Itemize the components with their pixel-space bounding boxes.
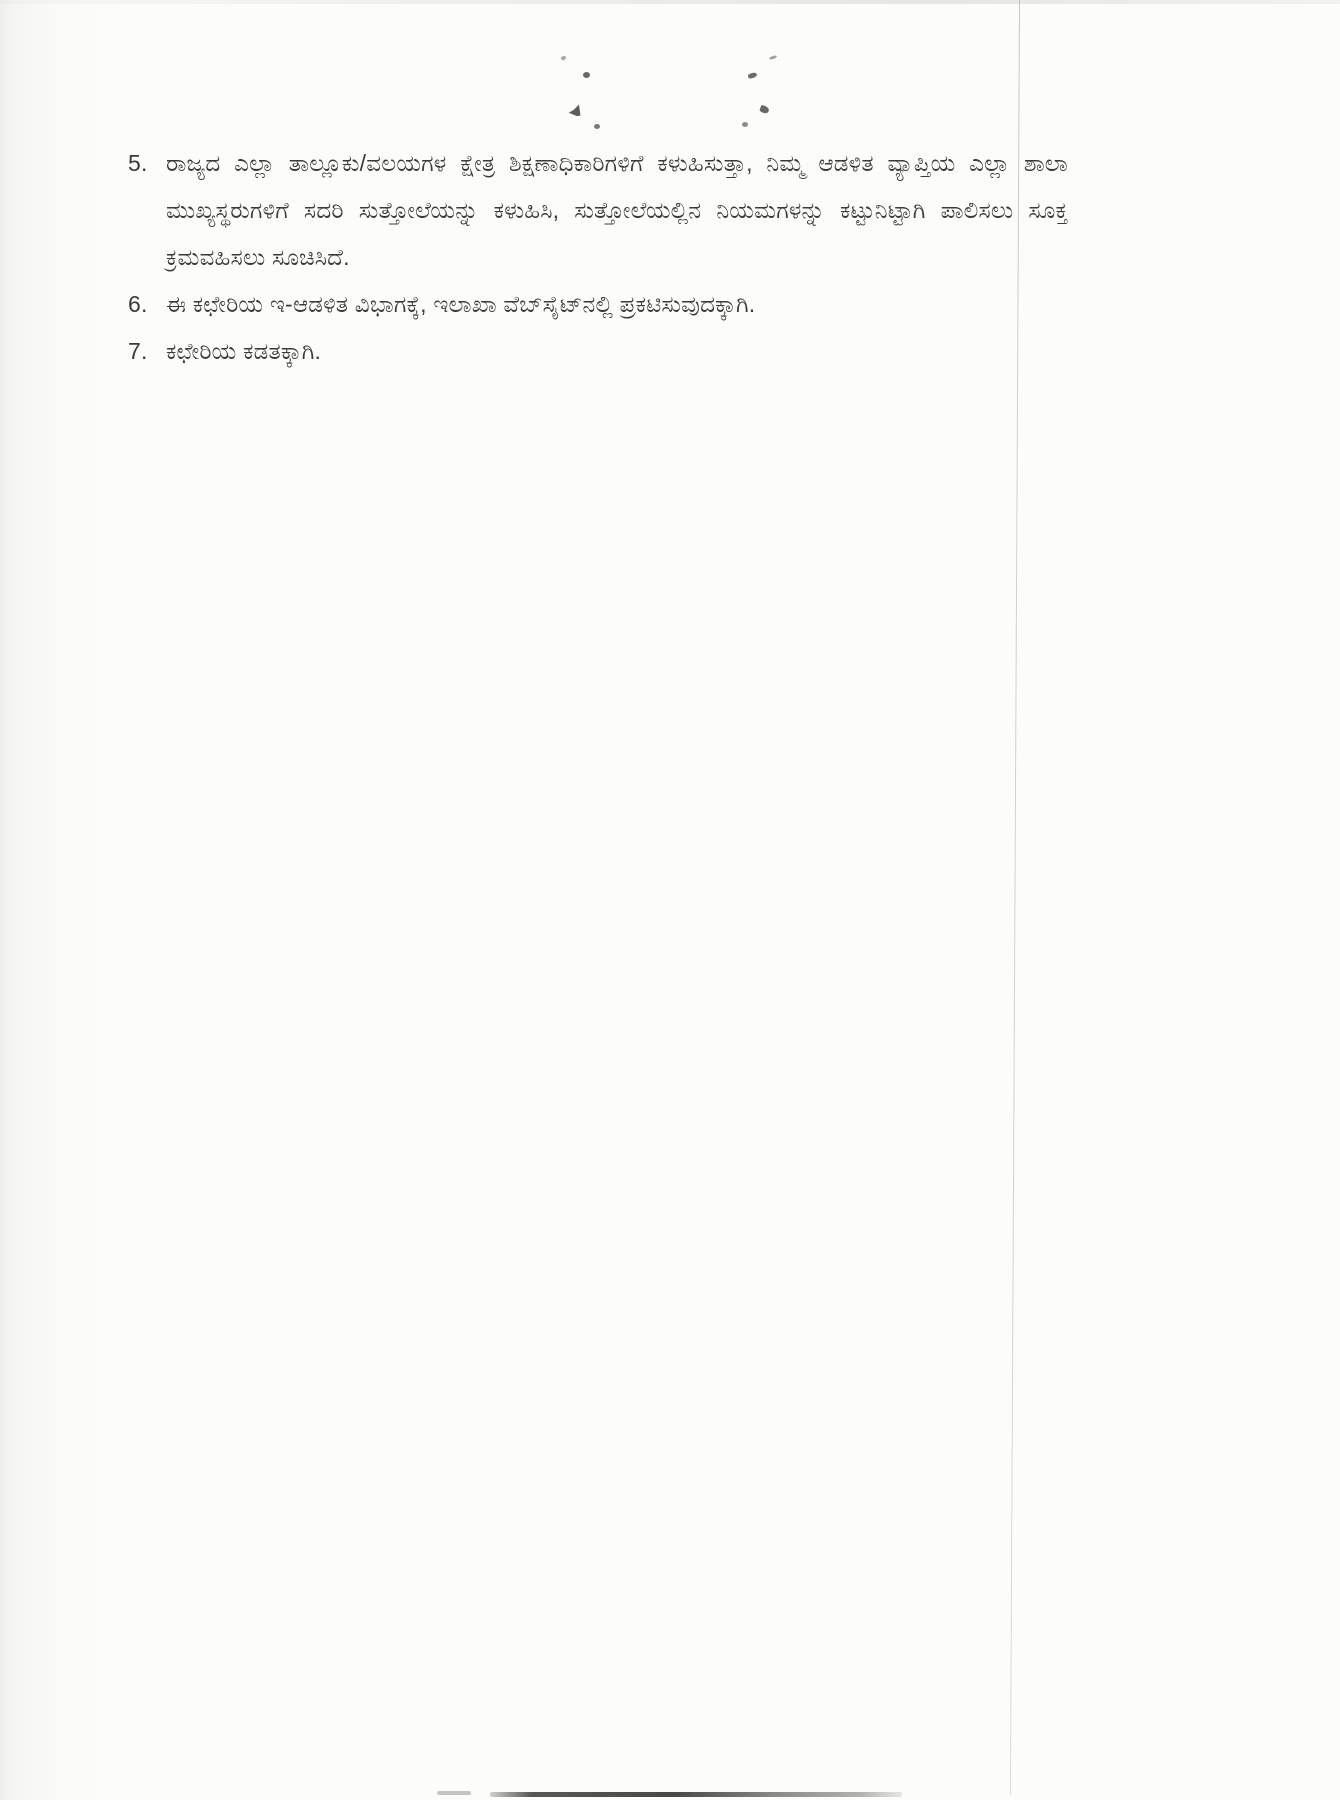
scan-bottom-edge-line xyxy=(490,1792,902,1797)
scan-top-edge-artifact xyxy=(0,0,1340,4)
ink-speck xyxy=(568,102,584,117)
list-item-text: ಈ ಕಛೇರಿಯ ಇ-ಆಡಳಿತ ವಿಭಾಗಕ್ಕೆ, ಇಲಾಖಾ ವೆಬ್‌ಸೈಟ್‌ನಲ್ಲಿ ಪ್ರಕಟಿಸುವುದಕ್ಕಾಗಿ. xyxy=(166,291,756,317)
list-item-number: 5. xyxy=(128,150,148,176)
ink-speck xyxy=(748,72,758,79)
ink-speck xyxy=(769,55,778,60)
list-item xyxy=(128,281,1068,328)
list-item-number: 7. xyxy=(128,338,148,364)
list-item-text: ಕಛೇರಿಯ ಕಡತಕ್ಕಾಗಿ. xyxy=(166,338,322,364)
list-item-number: 6. xyxy=(128,291,148,317)
ink-speck xyxy=(560,55,566,61)
list-item-text: ರಾಜ್ಯದ ಎಲ್ಲಾ ತಾಲ್ಲೂಕು/ವಲಯಗಳ ಕ್ಷೇತ್ರ ಶಿಕ್ಷಣಾಧಿಕಾರಿಗಳಿಗೆ ಕಳುಹಿಸುತ್ತಾ, ನಿಮ್ಮ ಆಡಳಿತ ವ್ಯಾಪ್ತಿಯ ಎಲ್ಲಾ ಶಾಲಾ ಮುಖ್ಯಸ್ಥರುಗಳಿಗೆ ಸದರಿ ಸುತ್ತೋಲೆಯನ್ನು ಕಳುಹಿಸಿ, ಸುತ್ತೋಲೆಯಲ್ಲಿನ ನಿಯಮಗಳನ್ನು ಕಟ್ಟುನಿಟ್ಟಾಗಿ ಪಾಲಿಸಲು ಸೂಕ್ತ ಕ್ರಮವಹಿಸಲು ಸೂಚಿಸಿದೆ. xyxy=(166,150,1068,270)
numbered-list xyxy=(128,140,1068,375)
ink-speck xyxy=(742,122,748,127)
ink-speck xyxy=(594,124,600,129)
ink-speck xyxy=(759,105,770,115)
ink-speck xyxy=(583,72,590,78)
scan-bottom-edge-artifact xyxy=(437,1791,471,1795)
list-item xyxy=(128,328,1068,375)
list-item xyxy=(128,140,1068,281)
